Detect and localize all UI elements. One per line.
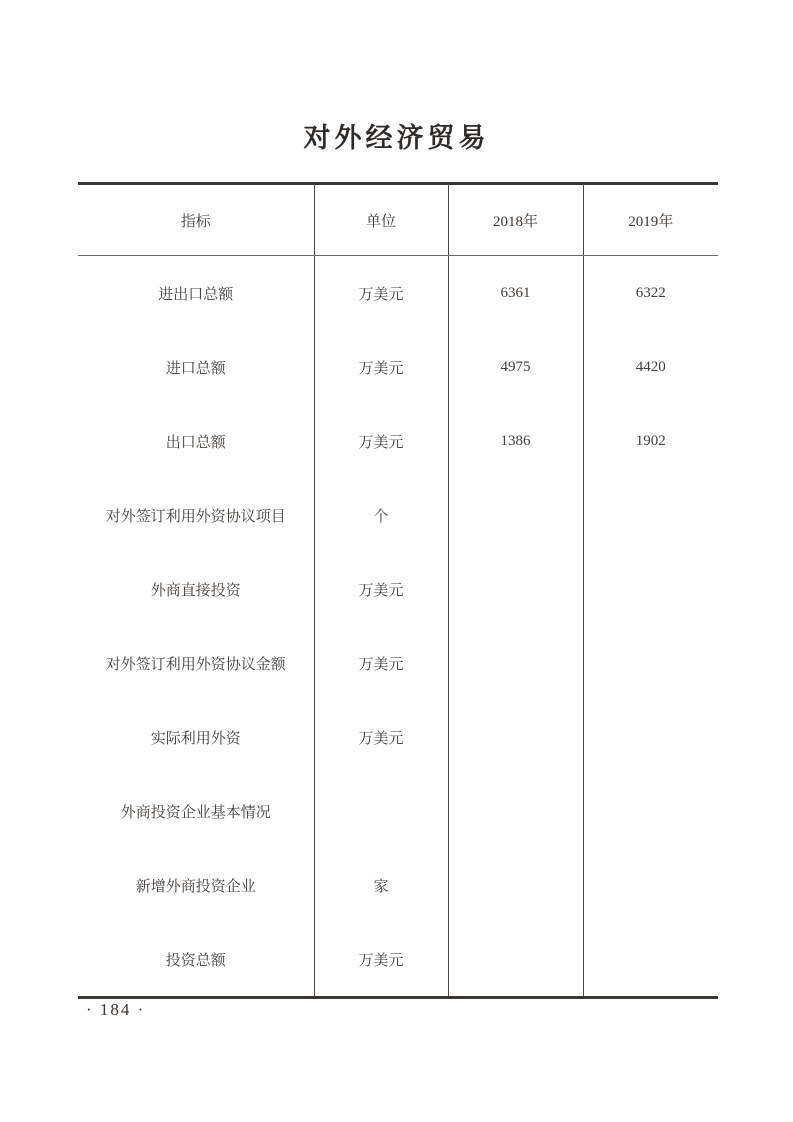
column-header-2019: 2019年 — [583, 184, 718, 256]
foreign-trade-table — [78, 182, 718, 999]
cell-indicator: 投资总额 — [78, 922, 314, 998]
cell-unit: 万美元 — [314, 922, 448, 998]
column-header-indicator: 指标 — [78, 184, 314, 256]
cell-2018 — [448, 478, 583, 552]
cell-2019: 1902 — [635, 432, 666, 449]
cell-indicator: 进口总额 — [78, 330, 314, 404]
table-row — [78, 774, 718, 848]
cell-unit: 万美元 — [314, 626, 448, 700]
cell-unit: 万美元 — [314, 256, 448, 331]
cell-2019 — [583, 774, 718, 848]
cell-2019: 4420 — [635, 358, 666, 375]
header-row — [78, 184, 718, 256]
cell-unit: 万美元 — [314, 552, 448, 626]
cell-indicator: 对外签订利用外资协议金额 — [78, 626, 314, 700]
cell-2019 — [583, 552, 718, 626]
cell-unit: 万美元 — [314, 404, 448, 478]
cell-indicator: 外商直接投资 — [78, 552, 314, 626]
cell-unit: 家 — [314, 848, 448, 922]
column-header-unit: 单位 — [314, 184, 448, 256]
table-row — [78, 848, 718, 922]
cell-2019 — [583, 848, 718, 922]
cell-2018: 1386 — [448, 404, 583, 478]
cell-unit: 个 — [314, 478, 448, 552]
cell-2018: 6361 — [448, 256, 583, 331]
column-header-2018: 2018年 — [448, 184, 583, 256]
table-row — [78, 922, 718, 998]
cell-2018: 4975 — [448, 330, 583, 404]
cell-indicator: 进出口总额 — [78, 256, 314, 331]
page-title: 对外经济贸易 — [303, 123, 490, 153]
cell-unit: 万美元 — [314, 700, 448, 774]
cell-2019 — [583, 700, 718, 774]
cell-indicator: 实际利用外资 — [78, 700, 314, 774]
cell-unit — [314, 774, 448, 848]
table-row — [78, 478, 718, 552]
cell-2018 — [448, 552, 583, 626]
cell-2019 — [583, 626, 718, 700]
table-row — [78, 552, 718, 626]
cell-indicator: 新增外商投资企业 — [78, 848, 314, 922]
cell-2018 — [448, 626, 583, 700]
cell-unit: 万美元 — [314, 330, 448, 404]
cell-indicator: 出口总额 — [78, 404, 314, 478]
table-row — [78, 404, 718, 478]
page-number: · 184 · — [86, 1000, 146, 1019]
table-row — [78, 256, 718, 331]
cell-indicator: 对外签订利用外资协议项目 — [78, 478, 314, 552]
cell-2019 — [583, 922, 718, 998]
cell-indicator: 外商投资企业基本情况 — [78, 774, 314, 848]
table-row — [78, 700, 718, 774]
cell-2019 — [583, 478, 718, 552]
cell-2018 — [448, 700, 583, 774]
table-row — [78, 330, 718, 404]
table-row — [78, 626, 718, 700]
cell-2018 — [448, 848, 583, 922]
cell-2018 — [448, 922, 583, 998]
cell-2019: 6322 — [635, 284, 666, 301]
cell-2018 — [448, 774, 583, 848]
